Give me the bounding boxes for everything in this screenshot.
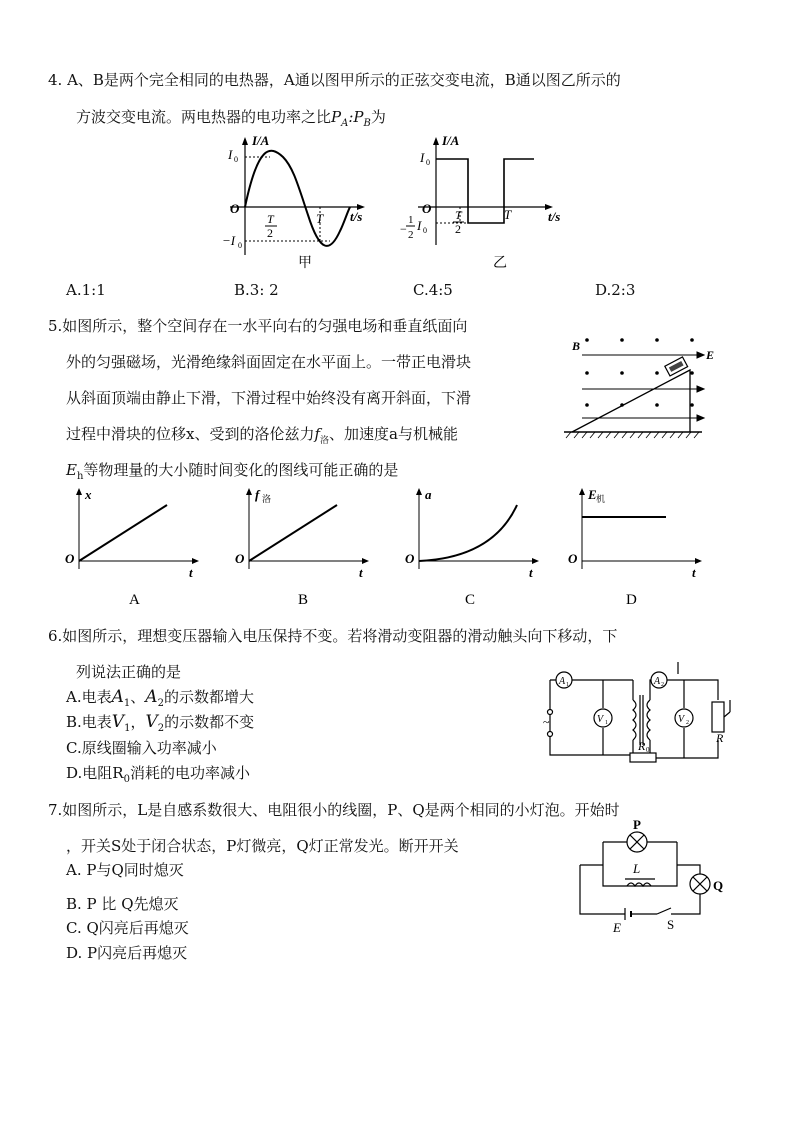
q4-option-b: B.3: 2 [234, 281, 279, 299]
svg-text:t: t [529, 565, 533, 580]
svg-text:O: O [65, 551, 75, 566]
graph-c-caption: C [465, 592, 476, 608]
svg-text:−: − [400, 222, 407, 236]
svg-text:0: 0 [646, 746, 650, 754]
svg-text:E: E [613, 920, 621, 935]
b-label: B [572, 339, 581, 353]
graph-b-caption: B [298, 592, 309, 608]
q5-graph-b [235, 487, 375, 607]
svg-text:R: R [638, 739, 646, 753]
svg-text:1: 1 [566, 682, 569, 688]
yi-ylabel: I/A [442, 133, 460, 148]
graph-d-caption: D [626, 592, 637, 608]
svg-text:V: V [597, 714, 604, 725]
svg-text:V: V [678, 714, 685, 725]
svg-text:O: O [568, 551, 578, 566]
svg-text:A: A [654, 676, 661, 687]
svg-text:洛: 洛 [262, 494, 272, 504]
e-label: E [706, 348, 715, 362]
svg-text:R: R [716, 731, 724, 745]
svg-text:L: L [633, 861, 641, 876]
jia-neg-i0: −I [222, 233, 236, 248]
jia-caption: 甲 [298, 256, 312, 271]
q6-line1: 6.如图所示，理想变压器输入电压保持不变。若将滑动变阻器的滑动触头向下移动，下 [48, 627, 618, 645]
svg-text:t: t [189, 565, 193, 580]
yi-origin: O [422, 201, 432, 216]
incline [572, 370, 690, 432]
jia-i0: I [228, 147, 233, 162]
q6-option-b: B.电表$V_1$，$V_2$的示数都不变 [66, 712, 255, 734]
q6-option-d: D.电阻$R_0$消耗的电功率减小 [66, 764, 250, 785]
svg-text:t: t [359, 565, 363, 580]
yi-t: T [504, 207, 512, 222]
svg-text:1: 1 [605, 720, 608, 726]
yi-caption: 乙 [493, 256, 507, 271]
q6-option-c: C.原线圈输入功率减小 [66, 739, 217, 757]
yi-neg-i0: I [417, 218, 422, 233]
q4-figure-yi [398, 135, 568, 270]
yi-xlabel: t/s [548, 209, 561, 224]
q7-circuit [575, 817, 735, 935]
svg-text:t: t [692, 565, 696, 580]
q7-line2: ，开关S处于闭合状态，P灯微亮，Q灯正常发光。断开开关 [66, 837, 459, 855]
svg-text:P: P [633, 817, 641, 832]
q5-graph-a [65, 487, 205, 607]
svg-text:2: 2 [267, 226, 273, 240]
jia-t: T [316, 211, 324, 226]
jia-ylabel: I/A [252, 133, 270, 148]
svg-text:机: 机 [596, 494, 606, 504]
svg-text:0: 0 [423, 226, 427, 235]
q4-option-d: D.2:3 [595, 281, 636, 299]
svg-text:2: 2 [686, 720, 689, 726]
q5-line3: 从斜面顶端由静止下滑，下滑过程中始终没有离开斜面，下滑 [66, 389, 472, 407]
q4-figure-jia [220, 135, 380, 270]
q5-line4: 过程中滑块的位移x、受到的洛伦兹力$f_洛$、加速度a与机械能 [66, 425, 458, 446]
q7-option-a: A. P与Q同时熄灭 [66, 861, 184, 879]
yi-i0: I [420, 150, 425, 165]
svg-text:a: a [425, 487, 432, 502]
svg-text:2: 2 [455, 222, 461, 236]
svg-text:Q: Q [713, 878, 724, 893]
q6-option-a: A.电表$A_1$、$A_2$的示数都增大 [66, 687, 254, 709]
square-wave [436, 159, 534, 223]
q7-option-b: B. P 比 Q先熄灭 [66, 895, 179, 913]
q4-line2: 方波交变电流。两电热器的电功率之比$P_A:P_B$为 [76, 108, 386, 129]
svg-text:0: 0 [426, 158, 430, 167]
svg-text:2: 2 [661, 682, 664, 688]
graph-a-caption: A [129, 592, 140, 608]
svg-text:O: O [235, 551, 245, 566]
q4-line1: 4. A、B是两个完全相同的电热器，A通以图甲所示的正弦交变电流，B通以图乙所示的 [48, 71, 621, 89]
q5-graph-c [405, 487, 545, 607]
q5-line2: 外的匀强磁场，光滑绝缘斜面固定在水平面上。一带正电滑块 [66, 353, 472, 371]
svg-text:0: 0 [234, 155, 238, 164]
q5-line5: $E_h$等物理量的大小随时间变化的图线可能正确的是 [66, 461, 399, 482]
svg-text:A: A [559, 676, 566, 687]
q6-line2: 列说法正确的是 [76, 663, 182, 681]
q7-line1: 7.如图所示，L是自感系数很大、电阻很小的线圈，P、Q是两个相同的小灯泡。开始时 [48, 801, 620, 819]
svg-text:~: ~ [543, 715, 550, 729]
q7-option-d: D. P闪亮后再熄灭 [66, 944, 188, 962]
q5-graph-d [568, 487, 708, 607]
q5-line1: 5.如图所示，整个空间存在一水平向右的匀强电场和垂直纸面向 [48, 317, 468, 335]
jia-origin: O [230, 201, 240, 216]
svg-text:T: T [455, 208, 462, 222]
jia-half-t: T [267, 212, 274, 226]
svg-text:1: 1 [408, 214, 414, 226]
svg-text:0: 0 [238, 241, 242, 250]
svg-text:2: 2 [408, 229, 414, 241]
jia-xlabel: t/s [350, 209, 363, 224]
svg-text:f: f [255, 487, 260, 502]
sine-curve [245, 151, 350, 246]
q5-field-figure [562, 335, 742, 440]
q6-transformer-circuit [538, 660, 738, 770]
q7-option-c: C. Q闪亮后再熄灭 [66, 919, 189, 937]
svg-text:S: S [667, 917, 675, 932]
q4-option-a: A.1:1 [66, 281, 106, 299]
q4-option-c: C.4:5 [413, 281, 453, 299]
svg-text:x: x [85, 487, 92, 502]
svg-text:E: E [588, 487, 597, 502]
svg-text:O: O [405, 551, 415, 566]
